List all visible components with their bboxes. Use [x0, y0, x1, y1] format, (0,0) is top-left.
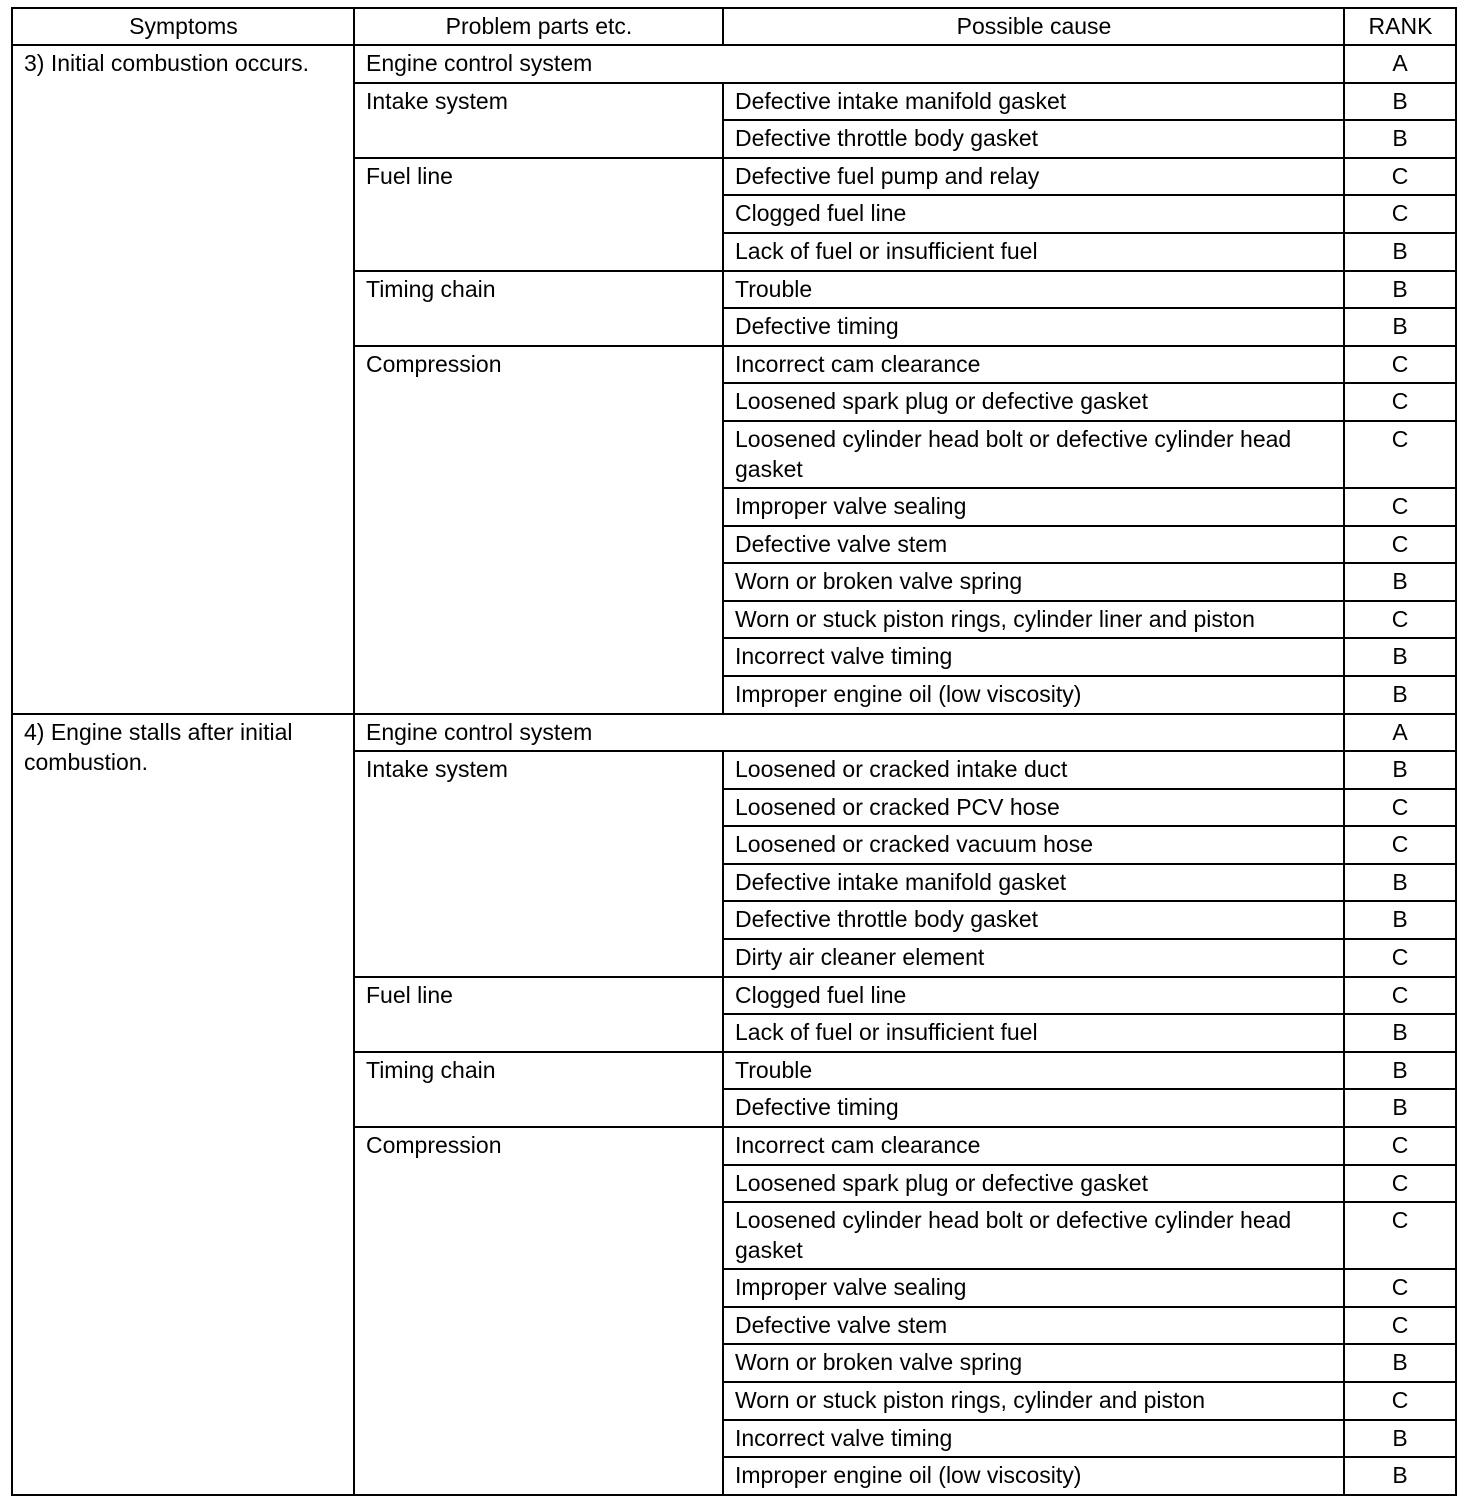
possible-cause-cell: Defective throttle body gasket [723, 120, 1344, 158]
problem-part-cell: Fuel line [354, 158, 723, 271]
diagnosis-table [11, 7, 1457, 1496]
table-row [12, 714, 1456, 752]
possible-cause-cell: Improper engine oil (low viscosity) [723, 676, 1344, 714]
possible-cause-cell: Loosened or cracked intake duct [723, 751, 1344, 789]
rank-cell: C [1344, 977, 1456, 1015]
rank-cell: B [1344, 1457, 1456, 1495]
possible-cause-cell: Incorrect valve timing [723, 638, 1344, 676]
rank-cell: C [1344, 1269, 1456, 1307]
rank-cell: C [1344, 526, 1456, 564]
possible-cause-cell: Incorrect cam clearance [723, 346, 1344, 384]
rank-cell: B [1344, 1420, 1456, 1458]
problem-part-cell: Compression [354, 1127, 723, 1495]
problem-part-cell: Fuel line [354, 977, 723, 1052]
rank-cell: C [1344, 1165, 1456, 1203]
problem-part-cell: Compression [354, 346, 723, 714]
problem-part-cell: Engine control system [354, 45, 1344, 83]
possible-cause-cell: Loosened or cracked vacuum hose [723, 826, 1344, 864]
rank-cell: B [1344, 83, 1456, 121]
table-body [12, 45, 1456, 1495]
rank-cell: C [1344, 158, 1456, 196]
rank-cell: C [1344, 1307, 1456, 1345]
rank-cell: B [1344, 308, 1456, 346]
possible-cause-cell: Incorrect cam clearance [723, 1127, 1344, 1165]
header-possible-cause: Possible cause [723, 8, 1344, 45]
symptom-cell: 4) Engine stalls after initial combustion. [12, 714, 354, 1495]
rank-cell: B [1344, 751, 1456, 789]
possible-cause-cell: Defective valve stem [723, 1307, 1344, 1345]
rank-cell: B [1344, 1052, 1456, 1090]
header-rank: RANK [1344, 8, 1456, 45]
problem-part-cell: Intake system [354, 83, 723, 158]
possible-cause-cell: Defective fuel pump and relay [723, 158, 1344, 196]
rank-cell: B [1344, 563, 1456, 601]
possible-cause-cell: Dirty air cleaner element [723, 939, 1344, 977]
possible-cause-cell: Worn or broken valve spring [723, 563, 1344, 601]
rank-cell: B [1344, 1014, 1456, 1052]
problem-part-cell: Intake system [354, 751, 723, 977]
symptom-cell: 3) Initial combustion occurs. [12, 45, 354, 714]
header-problem-parts: Problem parts etc. [354, 8, 723, 45]
possible-cause-cell: Worn or broken valve spring [723, 1344, 1344, 1382]
possible-cause-cell: Improper engine oil (low viscosity) [723, 1457, 1344, 1495]
possible-cause-cell: Improper valve sealing [723, 1269, 1344, 1307]
rank-cell: A [1344, 45, 1456, 83]
rank-cell: C [1344, 195, 1456, 233]
rank-cell: B [1344, 271, 1456, 309]
possible-cause-cell: Lack of fuel or insufficient fuel [723, 1014, 1344, 1052]
rank-cell: C [1344, 421, 1456, 488]
rank-cell: B [1344, 120, 1456, 158]
rank-cell: C [1344, 488, 1456, 526]
rank-cell: B [1344, 1344, 1456, 1382]
problem-part-cell: Engine control system [354, 714, 1344, 752]
possible-cause-cell: Loosened cylinder head bolt or defective cylinder head gasket [723, 1202, 1344, 1269]
problem-part-cell: Timing chain [354, 271, 723, 346]
possible-cause-cell: Incorrect valve timing [723, 1420, 1344, 1458]
possible-cause-cell: Defective timing [723, 1089, 1344, 1127]
possible-cause-cell: Lack of fuel or insufficient fuel [723, 233, 1344, 271]
possible-cause-cell: Defective intake manifold gasket [723, 83, 1344, 121]
rank-cell: B [1344, 864, 1456, 902]
header-symptoms: Symptoms [12, 8, 354, 45]
problem-part-cell: Timing chain [354, 1052, 723, 1127]
possible-cause-cell: Loosened cylinder head bolt or defective cylinder head gasket [723, 421, 1344, 488]
possible-cause-cell: Worn or stuck piston rings, cylinder liner and piston [723, 601, 1344, 639]
possible-cause-cell: Loosened spark plug or defective gasket [723, 1165, 1344, 1203]
possible-cause-cell: Clogged fuel line [723, 977, 1344, 1015]
possible-cause-cell: Defective timing [723, 308, 1344, 346]
rank-cell: C [1344, 346, 1456, 384]
rank-cell: B [1344, 233, 1456, 271]
possible-cause-cell: Loosened spark plug or defective gasket [723, 383, 1344, 421]
possible-cause-cell: Improper valve sealing [723, 488, 1344, 526]
rank-cell: C [1344, 1202, 1456, 1269]
rank-cell: C [1344, 826, 1456, 864]
table-row [12, 45, 1456, 83]
header-row [12, 8, 1456, 45]
rank-cell: C [1344, 939, 1456, 977]
possible-cause-cell: Worn or stuck piston rings, cylinder and piston [723, 1382, 1344, 1420]
possible-cause-cell: Clogged fuel line [723, 195, 1344, 233]
rank-cell: C [1344, 1127, 1456, 1165]
rank-cell: A [1344, 714, 1456, 752]
possible-cause-cell: Trouble [723, 1052, 1344, 1090]
rank-cell: B [1344, 901, 1456, 939]
possible-cause-cell: Defective intake manifold gasket [723, 864, 1344, 902]
possible-cause-cell: Loosened or cracked PCV hose [723, 789, 1344, 827]
rank-cell: C [1344, 789, 1456, 827]
rank-cell: B [1344, 1089, 1456, 1127]
rank-cell: C [1344, 1382, 1456, 1420]
possible-cause-cell: Defective throttle body gasket [723, 901, 1344, 939]
rank-cell: C [1344, 383, 1456, 421]
rank-cell: B [1344, 676, 1456, 714]
possible-cause-cell: Defective valve stem [723, 526, 1344, 564]
rank-cell: B [1344, 638, 1456, 676]
rank-cell: C [1344, 601, 1456, 639]
possible-cause-cell: Trouble [723, 271, 1344, 309]
